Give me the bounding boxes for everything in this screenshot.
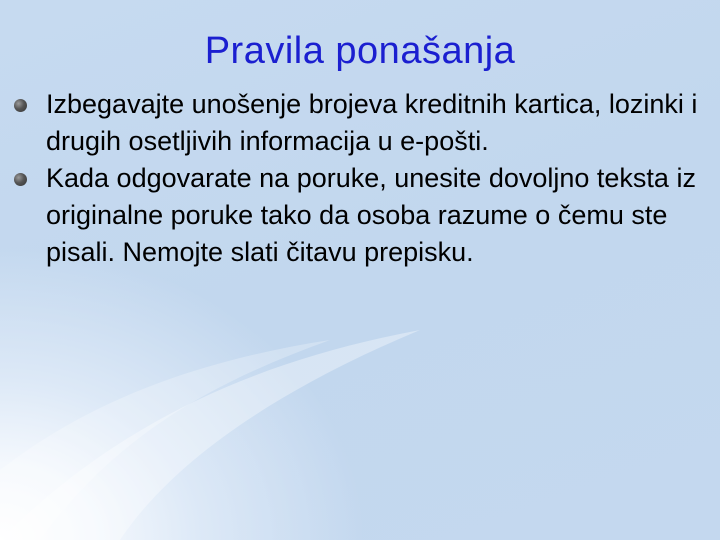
bullet-item — [0, 160, 720, 271]
round-bullet-icon — [14, 99, 27, 112]
bullet-text: Kada odgovarate na poruke, unesite dovoljno teksta iz originalne poruke tako da osoba razume o čemu ste pisali. Nemojte slati čitavu prepisku. — [46, 163, 696, 267]
bullet-item — [0, 86, 720, 160]
bullet-list — [0, 86, 720, 271]
slide-title: Pravila ponašanja — [204, 30, 516, 72]
bullet-text: Izbegavajte unošenje brojeva kreditnih kartica, lozinki i drugih osetljivih informacija u e-pošti. — [46, 89, 698, 156]
round-bullet-icon — [14, 173, 27, 186]
